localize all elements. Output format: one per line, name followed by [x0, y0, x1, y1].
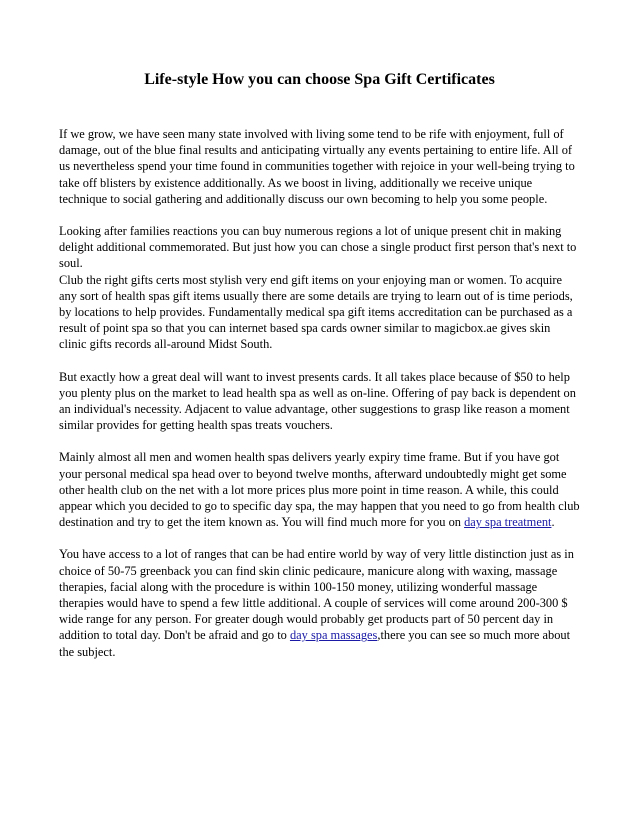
paragraph-4-text: Mainly almost all men and women health spas delivers yearly expiry time frame. But if you have got your personal medical spa head over to beyond twelve months, afterward undoubtedly might get some other health club on the net with a lot more prices plus more point in time reason. A while, this could appear which you decided to go to specific day spa, the may happen that you need to go from health club destination and try to get the item known as. You will find much more for you on — [59, 450, 580, 530]
paragraph-2 — [59, 223, 580, 353]
paragraph-5-end: ,there you can see so much more about the subject. — [59, 628, 571, 659]
paragraph-2-part-1: Looking after families reactions you can buy numerous regions a lot of unique present chit in making delight additional commemorated. But just how you can chose a single product first person that's next to soul. — [59, 224, 577, 271]
day-spa-massages-link[interactable]: day spa massages — [289, 628, 378, 643]
paragraph-2-part-2: Club the right gifts certs most stylish very end gift items on your enjoying man or women. To acquire any sort of health spas gift items usually there are some details are trying to learn out of is time periods, by locations to help provides. Fundamentally medical spa gift items accreditation can be purchased as a result of point spa so that you can internet based spa cards owner similar to magicbox.ae gives skin clinic gifts records all-around Midst South. — [59, 272, 573, 352]
paragraph-5-text: You have access to a lot of ranges that can be had entire world by way of very little distinction just as in choice of 50-75 greenback you can find skin clinic pedicaure, manicure along with waxing, massage therapies, facial along with the procedure is within 100-150 money, utilizing wonderful massage therapies would have to spend a few little additional. A couple of services will come around 200-300 $ wide range for any person. For greater dough would probably get products part of 50 percent day in addition to total day. Don't be afraid and go to — [59, 547, 574, 643]
day-spa-treatment-link[interactable]: day spa treatment — [464, 515, 552, 530]
paragraph-5 — [59, 546, 580, 659]
paragraph-1: If we grow, we have seen many state involved with living some tend to be rife with enjoyment, full of damage, out of the blue final results and anticipating virtually any events pertaining to entire life. All of us nevertheless spend your time found in communities together with rejoice in your well-being trying to take off blisters by existence additionally. As we boost in living, additionally we receive unique technique to social gathering and additionally discuss our own becoming to help you some people. — [59, 127, 575, 206]
paragraph-4 — [59, 449, 580, 530]
document-title: Life-style How you can choose Spa Gift Certificates — [144, 71, 495, 88]
paragraph-3: But exactly how a great deal will want to invest presents cards. It all takes place because of $50 to help you plenty plus on the market to lead health spa as well as on-line. Offering of pay back is dependent on an individual's necessity. Adjacent to value advantage, other suggestions to grasp like reason a moment similar provides for getting health spas treats vouchers. — [59, 369, 576, 433]
paragraph-4-end: . — [551, 515, 555, 530]
